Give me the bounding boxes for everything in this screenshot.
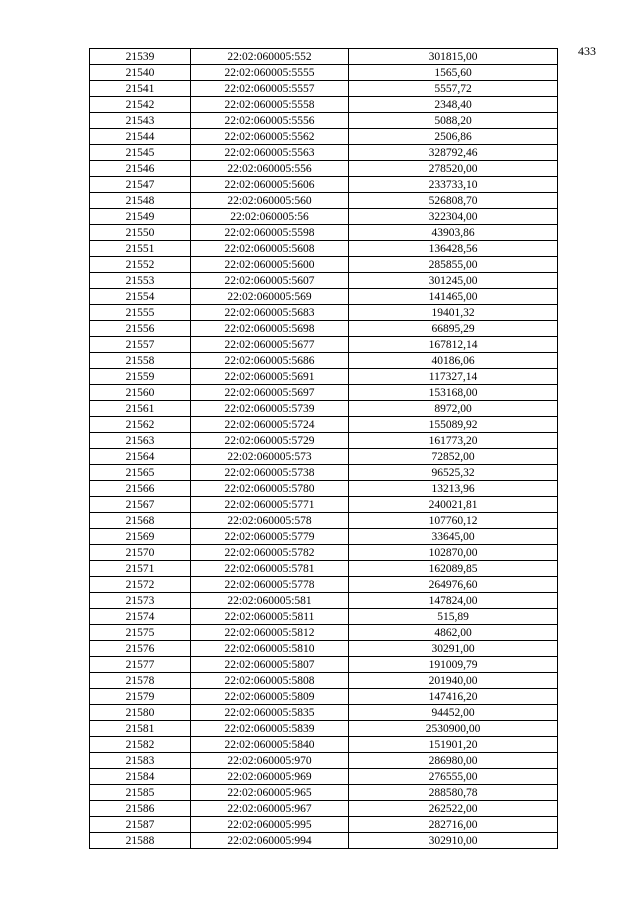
cadastral-number-cell: 22:02:060005:5598 (191, 225, 349, 241)
row-index-cell: 21581 (90, 721, 191, 737)
value-cell: 33645,00 (349, 529, 558, 545)
cadastral-number-cell: 22:02:060005:5840 (191, 737, 349, 753)
cadastral-number-cell: 22:02:060005:5729 (191, 433, 349, 449)
row-index-cell: 21556 (90, 321, 191, 337)
table-row (90, 129, 558, 145)
row-index-cell: 21551 (90, 241, 191, 257)
value-cell: 276555,00 (349, 769, 558, 785)
table-row (90, 513, 558, 529)
table-row (90, 577, 558, 593)
cadastral-number-cell: 22:02:060005:970 (191, 753, 349, 769)
value-cell: 167812,14 (349, 337, 558, 353)
value-cell: 282716,00 (349, 817, 558, 833)
cadastral-number-cell: 22:02:060005:5563 (191, 145, 349, 161)
cadastral-number-cell: 22:02:060005:5835 (191, 705, 349, 721)
table-row (90, 609, 558, 625)
value-cell: 66895,29 (349, 321, 558, 337)
row-index-cell: 21564 (90, 449, 191, 465)
cadastral-number-cell: 22:02:060005:5810 (191, 641, 349, 657)
table-row (90, 481, 558, 497)
row-index-cell: 21553 (90, 273, 191, 289)
cadastral-number-cell: 22:02:060005:581 (191, 593, 349, 609)
table-row (90, 225, 558, 241)
row-index-cell: 21563 (90, 433, 191, 449)
cadastral-number-cell: 22:02:060005:5556 (191, 113, 349, 129)
row-index-cell: 21575 (90, 625, 191, 641)
row-index-cell: 21559 (90, 369, 191, 385)
cadastral-number-cell: 22:02:060005:969 (191, 769, 349, 785)
table-row (90, 113, 558, 129)
row-index-cell: 21587 (90, 817, 191, 833)
table-row (90, 689, 558, 705)
table-row (90, 753, 558, 769)
cadastral-value-table (89, 48, 558, 849)
value-cell: 5088,20 (349, 113, 558, 129)
cadastral-number-cell: 22:02:060005:5781 (191, 561, 349, 577)
row-index-cell: 21552 (90, 257, 191, 273)
value-cell: 526808,70 (349, 193, 558, 209)
row-index-cell: 21574 (90, 609, 191, 625)
cadastral-number-cell: 22:02:060005:560 (191, 193, 349, 209)
table-row (90, 625, 558, 641)
table-row (90, 433, 558, 449)
table-row (90, 801, 558, 817)
table-row (90, 705, 558, 721)
table-row (90, 817, 558, 833)
table-row (90, 529, 558, 545)
row-index-cell: 21542 (90, 97, 191, 113)
row-index-cell: 21545 (90, 145, 191, 161)
cadastral-number-cell: 22:02:060005:5782 (191, 545, 349, 561)
table-row (90, 193, 558, 209)
cadastral-number-cell: 22:02:060005:5807 (191, 657, 349, 673)
row-index-cell: 21561 (90, 401, 191, 417)
value-cell: 262522,00 (349, 801, 558, 817)
table-row (90, 241, 558, 257)
cadastral-number-cell: 22:02:060005:965 (191, 785, 349, 801)
row-index-cell: 21539 (90, 49, 191, 65)
value-cell: 96525,32 (349, 465, 558, 481)
cadastral-number-cell: 22:02:060005:5686 (191, 353, 349, 369)
table-row (90, 49, 558, 65)
cadastral-number-cell: 22:02:060005:5555 (191, 65, 349, 81)
value-cell: 30291,00 (349, 641, 558, 657)
table-row (90, 593, 558, 609)
cadastral-number-cell: 22:02:060005:5562 (191, 129, 349, 145)
table-row (90, 369, 558, 385)
value-cell: 162089,85 (349, 561, 558, 577)
value-cell: 161773,20 (349, 433, 558, 449)
value-cell: 147416,20 (349, 689, 558, 705)
cadastral-number-cell: 22:02:060005:5683 (191, 305, 349, 321)
cadastral-number-cell: 22:02:060005:5691 (191, 369, 349, 385)
table-row (90, 257, 558, 273)
cadastral-number-cell: 22:02:060005:5771 (191, 497, 349, 513)
value-cell: 1565,60 (349, 65, 558, 81)
cadastral-number-cell: 22:02:060005:5809 (191, 689, 349, 705)
value-cell: 40186,06 (349, 353, 558, 369)
row-index-cell: 21571 (90, 561, 191, 577)
row-index-cell: 21566 (90, 481, 191, 497)
row-index-cell: 21550 (90, 225, 191, 241)
value-cell: 301815,00 (349, 49, 558, 65)
table-row (90, 657, 558, 673)
table-body (90, 49, 558, 849)
row-index-cell: 21570 (90, 545, 191, 561)
value-cell: 322304,00 (349, 209, 558, 225)
row-index-cell: 21544 (90, 129, 191, 145)
cadastral-number-cell: 22:02:060005:5738 (191, 465, 349, 481)
table-row (90, 737, 558, 753)
row-index-cell: 21543 (90, 113, 191, 129)
value-cell: 136428,56 (349, 241, 558, 257)
value-cell: 2530900,00 (349, 721, 558, 737)
table-row (90, 769, 558, 785)
row-index-cell: 21541 (90, 81, 191, 97)
value-cell: 328792,46 (349, 145, 558, 161)
value-cell: 102870,00 (349, 545, 558, 561)
table-row (90, 833, 558, 849)
value-cell: 288580,78 (349, 785, 558, 801)
cadastral-number-cell: 22:02:060005:56 (191, 209, 349, 225)
cadastral-number-cell: 22:02:060005:5739 (191, 401, 349, 417)
value-cell: 117327,14 (349, 369, 558, 385)
cadastral-number-cell: 22:02:060005:5697 (191, 385, 349, 401)
cadastral-number-cell: 22:02:060005:994 (191, 833, 349, 849)
row-index-cell: 21567 (90, 497, 191, 513)
table-row (90, 65, 558, 81)
table-row (90, 145, 558, 161)
value-cell: 94452,00 (349, 705, 558, 721)
row-index-cell: 21546 (90, 161, 191, 177)
row-index-cell: 21569 (90, 529, 191, 545)
cadastral-number-cell: 22:02:060005:5607 (191, 273, 349, 289)
cadastral-number-cell: 22:02:060005:573 (191, 449, 349, 465)
row-index-cell: 21585 (90, 785, 191, 801)
row-index-cell: 21554 (90, 289, 191, 305)
cadastral-number-cell: 22:02:060005:5839 (191, 721, 349, 737)
cadastral-number-cell: 22:02:060005:5557 (191, 81, 349, 97)
value-cell: 264976,60 (349, 577, 558, 593)
cadastral-number-cell: 22:02:060005:556 (191, 161, 349, 177)
value-cell: 155089,92 (349, 417, 558, 433)
value-cell: 278520,00 (349, 161, 558, 177)
table-row (90, 401, 558, 417)
table-row (90, 721, 558, 737)
value-cell: 233733,10 (349, 177, 558, 193)
cadastral-number-cell: 22:02:060005:5606 (191, 177, 349, 193)
value-cell: 5557,72 (349, 81, 558, 97)
table-row (90, 177, 558, 193)
table-row (90, 497, 558, 513)
cadastral-number-cell: 22:02:060005:5608 (191, 241, 349, 257)
table-row (90, 673, 558, 689)
value-cell: 191009,79 (349, 657, 558, 673)
value-cell: 141465,00 (349, 289, 558, 305)
table-row (90, 385, 558, 401)
row-index-cell: 21560 (90, 385, 191, 401)
row-index-cell: 21588 (90, 833, 191, 849)
cadastral-number-cell: 22:02:060005:5724 (191, 417, 349, 433)
row-index-cell: 21573 (90, 593, 191, 609)
value-cell: 240021,81 (349, 497, 558, 513)
value-cell: 302910,00 (349, 833, 558, 849)
value-cell: 72852,00 (349, 449, 558, 465)
row-index-cell: 21540 (90, 65, 191, 81)
table-row (90, 641, 558, 657)
page-number: 433 (578, 44, 596, 58)
cadastral-number-cell: 22:02:060005:552 (191, 49, 349, 65)
cadastral-number-cell: 22:02:060005:5558 (191, 97, 349, 113)
cadastral-number-cell: 22:02:060005:578 (191, 513, 349, 529)
cadastral-number-cell: 22:02:060005:5779 (191, 529, 349, 545)
table-row (90, 465, 558, 481)
value-cell: 4862,00 (349, 625, 558, 641)
value-cell: 2506,86 (349, 129, 558, 145)
value-cell: 301245,00 (349, 273, 558, 289)
table-row (90, 209, 558, 225)
row-index-cell: 21558 (90, 353, 191, 369)
row-index-cell: 21583 (90, 753, 191, 769)
row-index-cell: 21582 (90, 737, 191, 753)
value-cell: 147824,00 (349, 593, 558, 609)
cadastral-number-cell: 22:02:060005:569 (191, 289, 349, 305)
value-cell: 8972,00 (349, 401, 558, 417)
row-index-cell: 21557 (90, 337, 191, 353)
value-cell: 19401,32 (349, 305, 558, 321)
value-cell: 153168,00 (349, 385, 558, 401)
table-row (90, 353, 558, 369)
row-index-cell: 21579 (90, 689, 191, 705)
cadastral-number-cell: 22:02:060005:967 (191, 801, 349, 817)
row-index-cell: 21578 (90, 673, 191, 689)
table-row (90, 305, 558, 321)
cadastral-number-cell: 22:02:060005:5780 (191, 481, 349, 497)
table-row (90, 545, 558, 561)
table-row (90, 81, 558, 97)
row-index-cell: 21555 (90, 305, 191, 321)
value-cell: 2348,40 (349, 97, 558, 113)
value-cell: 13213,96 (349, 481, 558, 497)
row-index-cell: 21586 (90, 801, 191, 817)
row-index-cell: 21580 (90, 705, 191, 721)
row-index-cell: 21576 (90, 641, 191, 657)
table-row (90, 97, 558, 113)
cadastral-number-cell: 22:02:060005:5812 (191, 625, 349, 641)
value-cell: 107760,12 (349, 513, 558, 529)
row-index-cell: 21562 (90, 417, 191, 433)
cadastral-number-cell: 22:02:060005:5600 (191, 257, 349, 273)
table-row (90, 337, 558, 353)
value-cell: 201940,00 (349, 673, 558, 689)
cadastral-number-cell: 22:02:060005:5778 (191, 577, 349, 593)
row-index-cell: 21548 (90, 193, 191, 209)
row-index-cell: 21572 (90, 577, 191, 593)
table-row (90, 289, 558, 305)
value-cell: 43903,86 (349, 225, 558, 241)
value-cell: 515,89 (349, 609, 558, 625)
cadastral-number-cell: 22:02:060005:5677 (191, 337, 349, 353)
row-index-cell: 21565 (90, 465, 191, 481)
cadastral-number-cell: 22:02:060005:5808 (191, 673, 349, 689)
table-row (90, 785, 558, 801)
value-cell: 285855,00 (349, 257, 558, 273)
row-index-cell: 21549 (90, 209, 191, 225)
table-row (90, 161, 558, 177)
row-index-cell: 21577 (90, 657, 191, 673)
value-cell: 151901,20 (349, 737, 558, 753)
table-row (90, 561, 558, 577)
table-row (90, 417, 558, 433)
table-row (90, 321, 558, 337)
row-index-cell: 21568 (90, 513, 191, 529)
cadastral-number-cell: 22:02:060005:5698 (191, 321, 349, 337)
row-index-cell: 21547 (90, 177, 191, 193)
table-row (90, 449, 558, 465)
cadastral-number-cell: 22:02:060005:995 (191, 817, 349, 833)
table-row (90, 273, 558, 289)
row-index-cell: 21584 (90, 769, 191, 785)
cadastral-number-cell: 22:02:060005:5811 (191, 609, 349, 625)
value-cell: 286980,00 (349, 753, 558, 769)
